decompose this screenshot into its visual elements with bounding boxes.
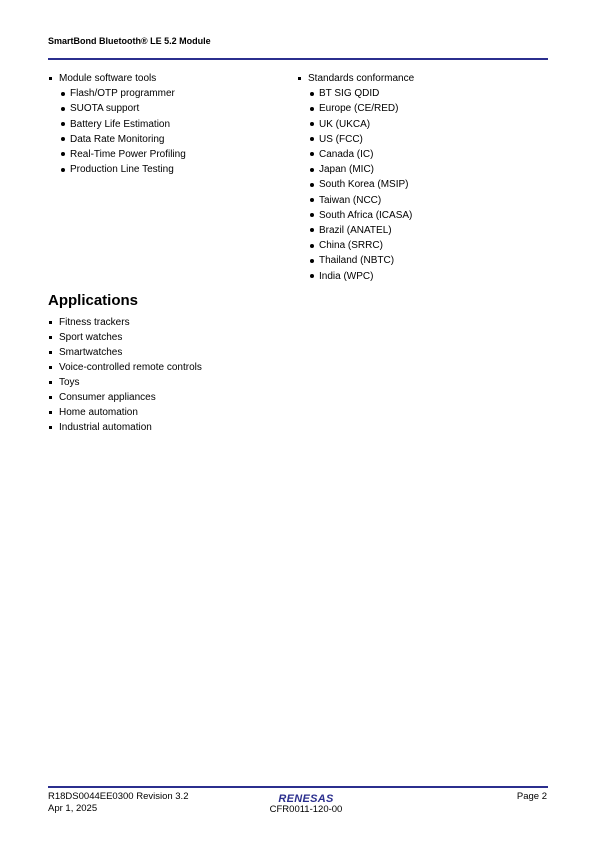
list-item: Real-Time Power Profiling	[48, 147, 186, 162]
square-bullet-icon	[49, 366, 52, 369]
round-bullet-icon	[310, 137, 314, 141]
list-item: SUOTA support	[48, 101, 186, 116]
list-item: India (WPC)	[297, 269, 414, 284]
round-bullet-icon	[61, 168, 65, 172]
square-bullet-icon	[49, 426, 52, 429]
round-bullet-icon	[310, 122, 314, 126]
list-item: Flash/OTP programmer	[48, 86, 186, 101]
list-item: Japan (MIC)	[297, 162, 414, 177]
round-bullet-icon	[310, 274, 314, 278]
list-item: Battery Life Estimation	[48, 117, 186, 132]
list-item: South Korea (MSIP)	[297, 177, 414, 192]
list-item: Data Rate Monitoring	[48, 132, 186, 147]
round-bullet-icon	[310, 213, 314, 217]
square-bullet-icon	[49, 381, 52, 384]
round-bullet-icon	[61, 107, 65, 111]
list-item: Production Line Testing	[48, 162, 186, 177]
round-bullet-icon	[310, 183, 314, 187]
round-bullet-icon	[310, 259, 314, 263]
doc-id: R18DS0044EE0300 Revision 3.2	[48, 791, 189, 802]
list-item: Brazil (ANATEL)	[297, 223, 414, 238]
applications-heading: Applications	[48, 292, 139, 309]
list-item: Smartwatches	[48, 345, 202, 360]
doc-date: Apr 1, 2025	[48, 803, 98, 814]
list-item: Home automation	[48, 405, 202, 420]
list-item: South Africa (ICASA)	[297, 208, 414, 223]
document-header-title: SmartBond Bluetooth® LE 5.2 Module	[48, 36, 211, 46]
round-bullet-icon	[310, 168, 314, 172]
square-bullet-icon	[298, 77, 301, 80]
list-item: China (SRRC)	[297, 238, 414, 253]
list-item: Voice-controlled remote controls	[48, 360, 202, 375]
round-bullet-icon	[310, 92, 314, 96]
list-item: Sport watches	[48, 330, 202, 345]
list-item: Consumer appliances	[48, 390, 202, 405]
page-number: Page 2	[516, 791, 547, 802]
form-code: CFR0011-120-00	[269, 804, 343, 815]
renesas-logo-icon	[270, 792, 342, 804]
square-bullet-icon	[49, 396, 52, 399]
square-bullet-icon	[49, 411, 52, 414]
list-item: Thailand (NBTC)	[297, 253, 414, 268]
list-item: UK (UKCA)	[297, 117, 414, 132]
list-item: Fitness trackers	[48, 315, 202, 330]
round-bullet-icon	[310, 152, 314, 156]
round-bullet-icon	[61, 137, 65, 141]
square-bullet-icon	[49, 336, 52, 339]
svg-text:RENESAS: RENESAS	[278, 793, 334, 804]
list-item: Taiwan (NCC)	[297, 193, 414, 208]
round-bullet-icon	[310, 107, 314, 111]
applications-list	[48, 315, 202, 435]
round-bullet-icon	[61, 152, 65, 156]
standards-heading-text: Standards conformance	[308, 73, 415, 84]
standards-column	[297, 71, 414, 284]
round-bullet-icon	[310, 198, 314, 202]
list-item: Toys	[48, 375, 202, 390]
round-bullet-icon	[310, 228, 314, 232]
round-bullet-icon	[61, 92, 65, 96]
list-item: Europe (CE/RED)	[297, 101, 414, 116]
software-tools-heading-text: Module software tools	[59, 73, 157, 84]
header-divider	[48, 58, 548, 60]
round-bullet-icon	[61, 122, 65, 126]
square-bullet-icon	[49, 321, 52, 324]
standards-heading	[297, 71, 414, 86]
software-tools-column	[48, 71, 186, 177]
round-bullet-icon	[310, 244, 314, 248]
square-bullet-icon	[49, 351, 52, 354]
list-item: US (FCC)	[297, 132, 414, 147]
list-item: Industrial automation	[48, 420, 202, 435]
software-tools-heading	[48, 71, 186, 86]
footer-divider	[48, 786, 548, 788]
list-item: Canada (IC)	[297, 147, 414, 162]
square-bullet-icon	[49, 77, 52, 80]
list-item: BT SIG QDID	[297, 86, 414, 101]
